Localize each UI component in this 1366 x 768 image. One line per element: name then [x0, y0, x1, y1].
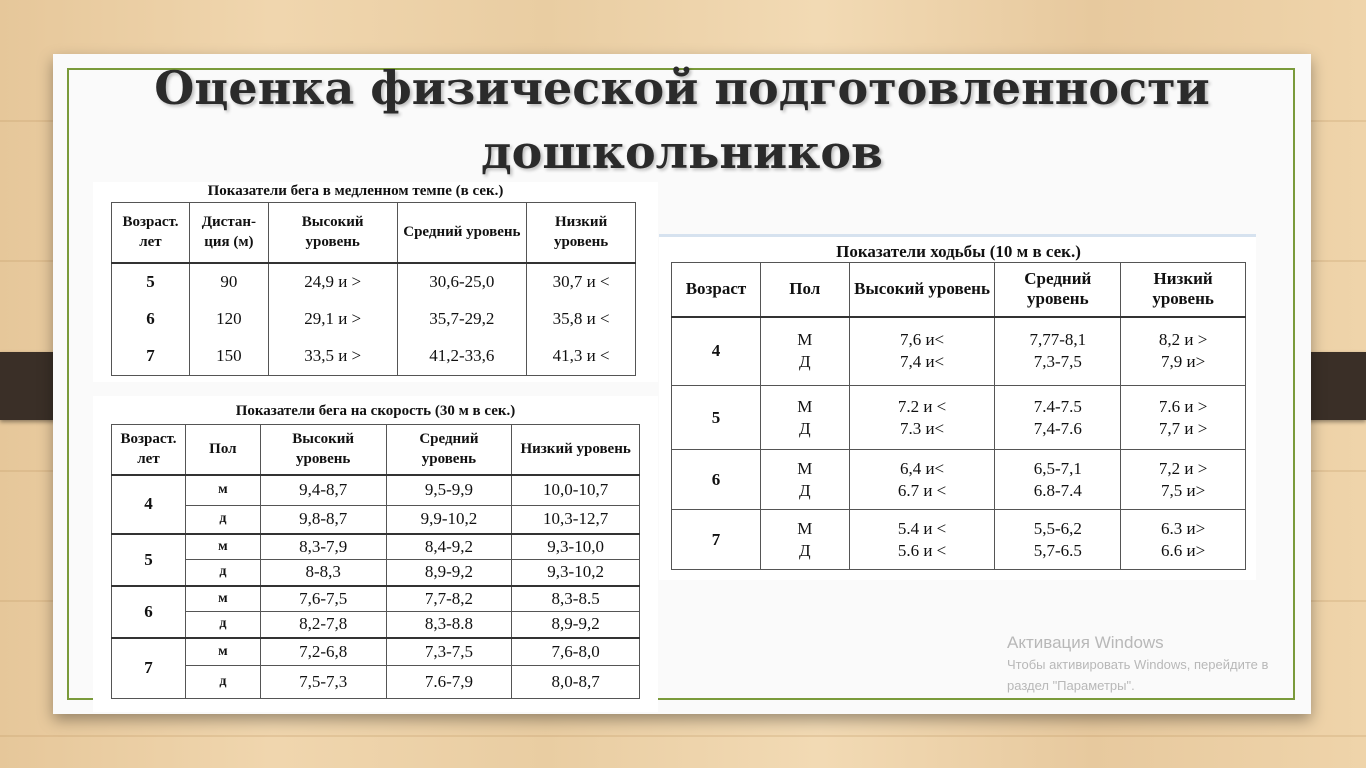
- table-cell: 35,8 и <: [527, 301, 636, 338]
- cell-line: 7,7 и >: [1158, 418, 1208, 438]
- table-cell: 8,3-8.8: [386, 612, 512, 638]
- table-cell: 7: [672, 510, 761, 570]
- table-cell: 8,9-9,2: [512, 612, 640, 638]
- table-row: [112, 560, 640, 586]
- table-row: [672, 317, 1246, 386]
- table-header-row: [112, 203, 636, 263]
- activation-title: Активация Windows: [1007, 633, 1164, 652]
- table-cell: 120: [189, 301, 268, 338]
- table-cell: 6: [672, 450, 761, 510]
- table-cell: д: [185, 506, 260, 534]
- cell-line: 7,2 и >: [1158, 458, 1208, 478]
- table-cell: 41,2-33,6: [397, 338, 527, 376]
- table-cell: 8,2-7,8: [260, 612, 386, 638]
- table-cell: [995, 317, 1121, 386]
- table-cell: [995, 386, 1121, 450]
- table-cell: [995, 510, 1121, 570]
- table-cell: [1121, 386, 1246, 450]
- table-cell: 150: [189, 338, 268, 376]
- table-row: [672, 450, 1246, 510]
- table-cell: 7.6-7,9: [386, 666, 512, 699]
- slow-run-caption: Показатели бега в медленном темпе (в сек.): [207, 183, 504, 199]
- cell-line: 6.6 и>: [1161, 540, 1206, 560]
- activation-text: раздел "Параметры".: [1007, 678, 1135, 693]
- table-cell: м: [185, 638, 260, 666]
- slide: [53, 54, 1311, 714]
- table-cell: 6: [112, 301, 190, 338]
- cell-line: 6.7 и <: [897, 480, 947, 500]
- table-cell: 6: [112, 586, 186, 638]
- table-cell: 24,9 и >: [268, 263, 397, 301]
- title-line-2: дошкольников: [481, 125, 883, 179]
- cell-line: 7,4-7.6: [1033, 418, 1082, 438]
- table-cell: [995, 450, 1121, 510]
- cell-line: 5,5-6,2: [1033, 518, 1082, 538]
- cell-line: Д: [798, 480, 811, 500]
- table-row: [672, 510, 1246, 570]
- table-cell: 8,9-9,2: [386, 560, 512, 586]
- table-row: [112, 475, 640, 506]
- cell-line: 7.4-7.5: [1033, 396, 1082, 416]
- speed-run-panel: [93, 396, 658, 712]
- table-cell: [760, 317, 849, 386]
- table-cell: 7,6-7,5: [260, 586, 386, 612]
- table-cell: [760, 510, 849, 570]
- cell-line: Д: [798, 418, 811, 438]
- table-cell: 7: [112, 338, 190, 376]
- table-cell: 9,5-9,9: [386, 475, 512, 506]
- windows-activation-watermark: [1007, 632, 1268, 696]
- header-cell: Пол: [185, 425, 260, 475]
- table-cell: [1121, 510, 1246, 570]
- table-cell: 8-8,3: [260, 560, 386, 586]
- table-cell: 4: [672, 317, 761, 386]
- table-cell: 35,7-29,2: [397, 301, 527, 338]
- header-cell: Высокий уровень: [849, 263, 995, 317]
- table-cell: 29,1 и >: [268, 301, 397, 338]
- header-cell: Средний уровень: [397, 203, 527, 263]
- cell-line: 7,77-8,1: [1029, 330, 1087, 350]
- table-cell: 10,0-10,7: [512, 475, 640, 506]
- cell-line: 5.4 и <: [897, 518, 947, 538]
- cell-line: 7,3-7,5: [1033, 352, 1082, 372]
- table-cell: 7,6-8,0: [512, 638, 640, 666]
- cell-line: Д: [798, 352, 811, 372]
- table-cell: 7,3-7,5: [386, 638, 512, 666]
- table-cell: 8,3-8.5: [512, 586, 640, 612]
- table-row: [112, 638, 640, 666]
- table-cell: 9,9-10,2: [386, 506, 512, 534]
- table-cell: 7,5-7,3: [260, 666, 386, 699]
- table-row: [112, 506, 640, 534]
- table-cell: [1121, 317, 1246, 386]
- title-line-1: Оценка физической подготовленности: [154, 61, 1210, 115]
- table-cell: 9,3-10,0: [512, 534, 640, 560]
- table-header-row: [112, 425, 640, 475]
- table-cell: 9,4-8,7: [260, 475, 386, 506]
- cell-line: М: [797, 330, 813, 350]
- walking-caption: Показатели ходьбы (10 м в сек.): [836, 242, 1081, 261]
- table-header-row: [672, 263, 1246, 317]
- table-cell: 9,8-8,7: [260, 506, 386, 534]
- cell-line: 6.3 и>: [1161, 518, 1206, 538]
- walking-table: [671, 262, 1246, 570]
- table-cell: 5: [112, 534, 186, 586]
- cell-line: 7,4 и<: [899, 352, 945, 372]
- table-cell: 7,7-8,2: [386, 586, 512, 612]
- table-cell: [849, 450, 995, 510]
- speed-run-table: [111, 424, 640, 699]
- cell-line: 7.6 и >: [1158, 396, 1208, 416]
- walking-panel: [659, 234, 1256, 580]
- slow-run-panel: [93, 182, 658, 382]
- table-row: [112, 612, 640, 638]
- cell-line: 7.3 и<: [899, 418, 945, 438]
- table-cell: м: [185, 534, 260, 560]
- table-cell: 41,3 и <: [527, 338, 636, 376]
- cell-line: 7,5 и>: [1161, 480, 1206, 500]
- table-cell: 8,0-8,7: [512, 666, 640, 699]
- cell-line: М: [797, 458, 813, 478]
- header-cell: Пол: [760, 263, 849, 317]
- cell-line: 5,7-6.5: [1033, 540, 1082, 560]
- slow-run-table: [111, 202, 636, 376]
- cell-line: М: [797, 518, 813, 538]
- cell-line: М: [797, 396, 813, 416]
- table-row: [112, 534, 640, 560]
- table-cell: 30,6-25,0: [397, 263, 527, 301]
- activation-text: Чтобы активировать Windows, перейдите в: [1007, 657, 1269, 672]
- table-cell: 4: [112, 475, 186, 534]
- cell-line: 5.6 и <: [897, 540, 947, 560]
- header-cell: Дистан-ция (м): [189, 203, 268, 263]
- table-row: [112, 666, 640, 699]
- header-cell: Возраст: [672, 263, 761, 317]
- header-cell: Средний уровень: [386, 425, 512, 475]
- table-cell: м: [185, 586, 260, 612]
- table-cell: 8,3-7,9: [260, 534, 386, 560]
- table-cell: [849, 386, 995, 450]
- cell-line: 7,9 и>: [1161, 352, 1206, 372]
- table-row: [112, 263, 636, 301]
- table-row: [112, 586, 640, 612]
- table-cell: 5: [672, 386, 761, 450]
- header-cell: Высокий уровень: [260, 425, 386, 475]
- table-cell: [760, 450, 849, 510]
- header-cell: Низкий уровень: [527, 203, 636, 263]
- header-cell: Низкий уровень: [1121, 263, 1246, 317]
- table-cell: д: [185, 612, 260, 638]
- table-row: [112, 338, 636, 376]
- table-cell: 5: [112, 263, 190, 301]
- table-cell: д: [185, 666, 260, 699]
- cell-line: Д: [798, 540, 811, 560]
- table-cell: [1121, 450, 1246, 510]
- table-row: [112, 301, 636, 338]
- header-cell: Возраст. лет: [112, 425, 186, 475]
- cell-line: 7,6 и<: [899, 330, 945, 350]
- table-cell: 8,4-9,2: [386, 534, 512, 560]
- table-cell: 30,7 и <: [527, 263, 636, 301]
- table-cell: 7,2-6,8: [260, 638, 386, 666]
- table-cell: 7: [112, 638, 186, 699]
- speed-run-caption: Показатели бега на скорость (30 м в сек.): [235, 403, 516, 419]
- cell-line: 8,2 и >: [1158, 330, 1208, 350]
- header-cell: Возраст. лет: [112, 203, 190, 263]
- header-cell: Высокий уровень: [268, 203, 397, 263]
- header-cell: Низкий уровень: [512, 425, 640, 475]
- cell-line: 6,4 и<: [899, 458, 945, 478]
- table-cell: [849, 317, 995, 386]
- slide-title: [53, 56, 1311, 184]
- cell-line: 6,5-7,1: [1033, 458, 1082, 478]
- table-cell: м: [185, 475, 260, 506]
- table-cell: [760, 386, 849, 450]
- cell-line: 7.2 и <: [897, 396, 947, 416]
- table-cell: 33,5 и >: [268, 338, 397, 376]
- table-cell: 10,3-12,7: [512, 506, 640, 534]
- header-cell: Средний уровень: [995, 263, 1121, 317]
- table-cell: д: [185, 560, 260, 586]
- table-cell: [849, 510, 995, 570]
- table-row: [672, 386, 1246, 450]
- table-cell: 90: [189, 263, 268, 301]
- table-cell: 9,3-10,2: [512, 560, 640, 586]
- cell-line: 6.8-7.4: [1033, 480, 1082, 500]
